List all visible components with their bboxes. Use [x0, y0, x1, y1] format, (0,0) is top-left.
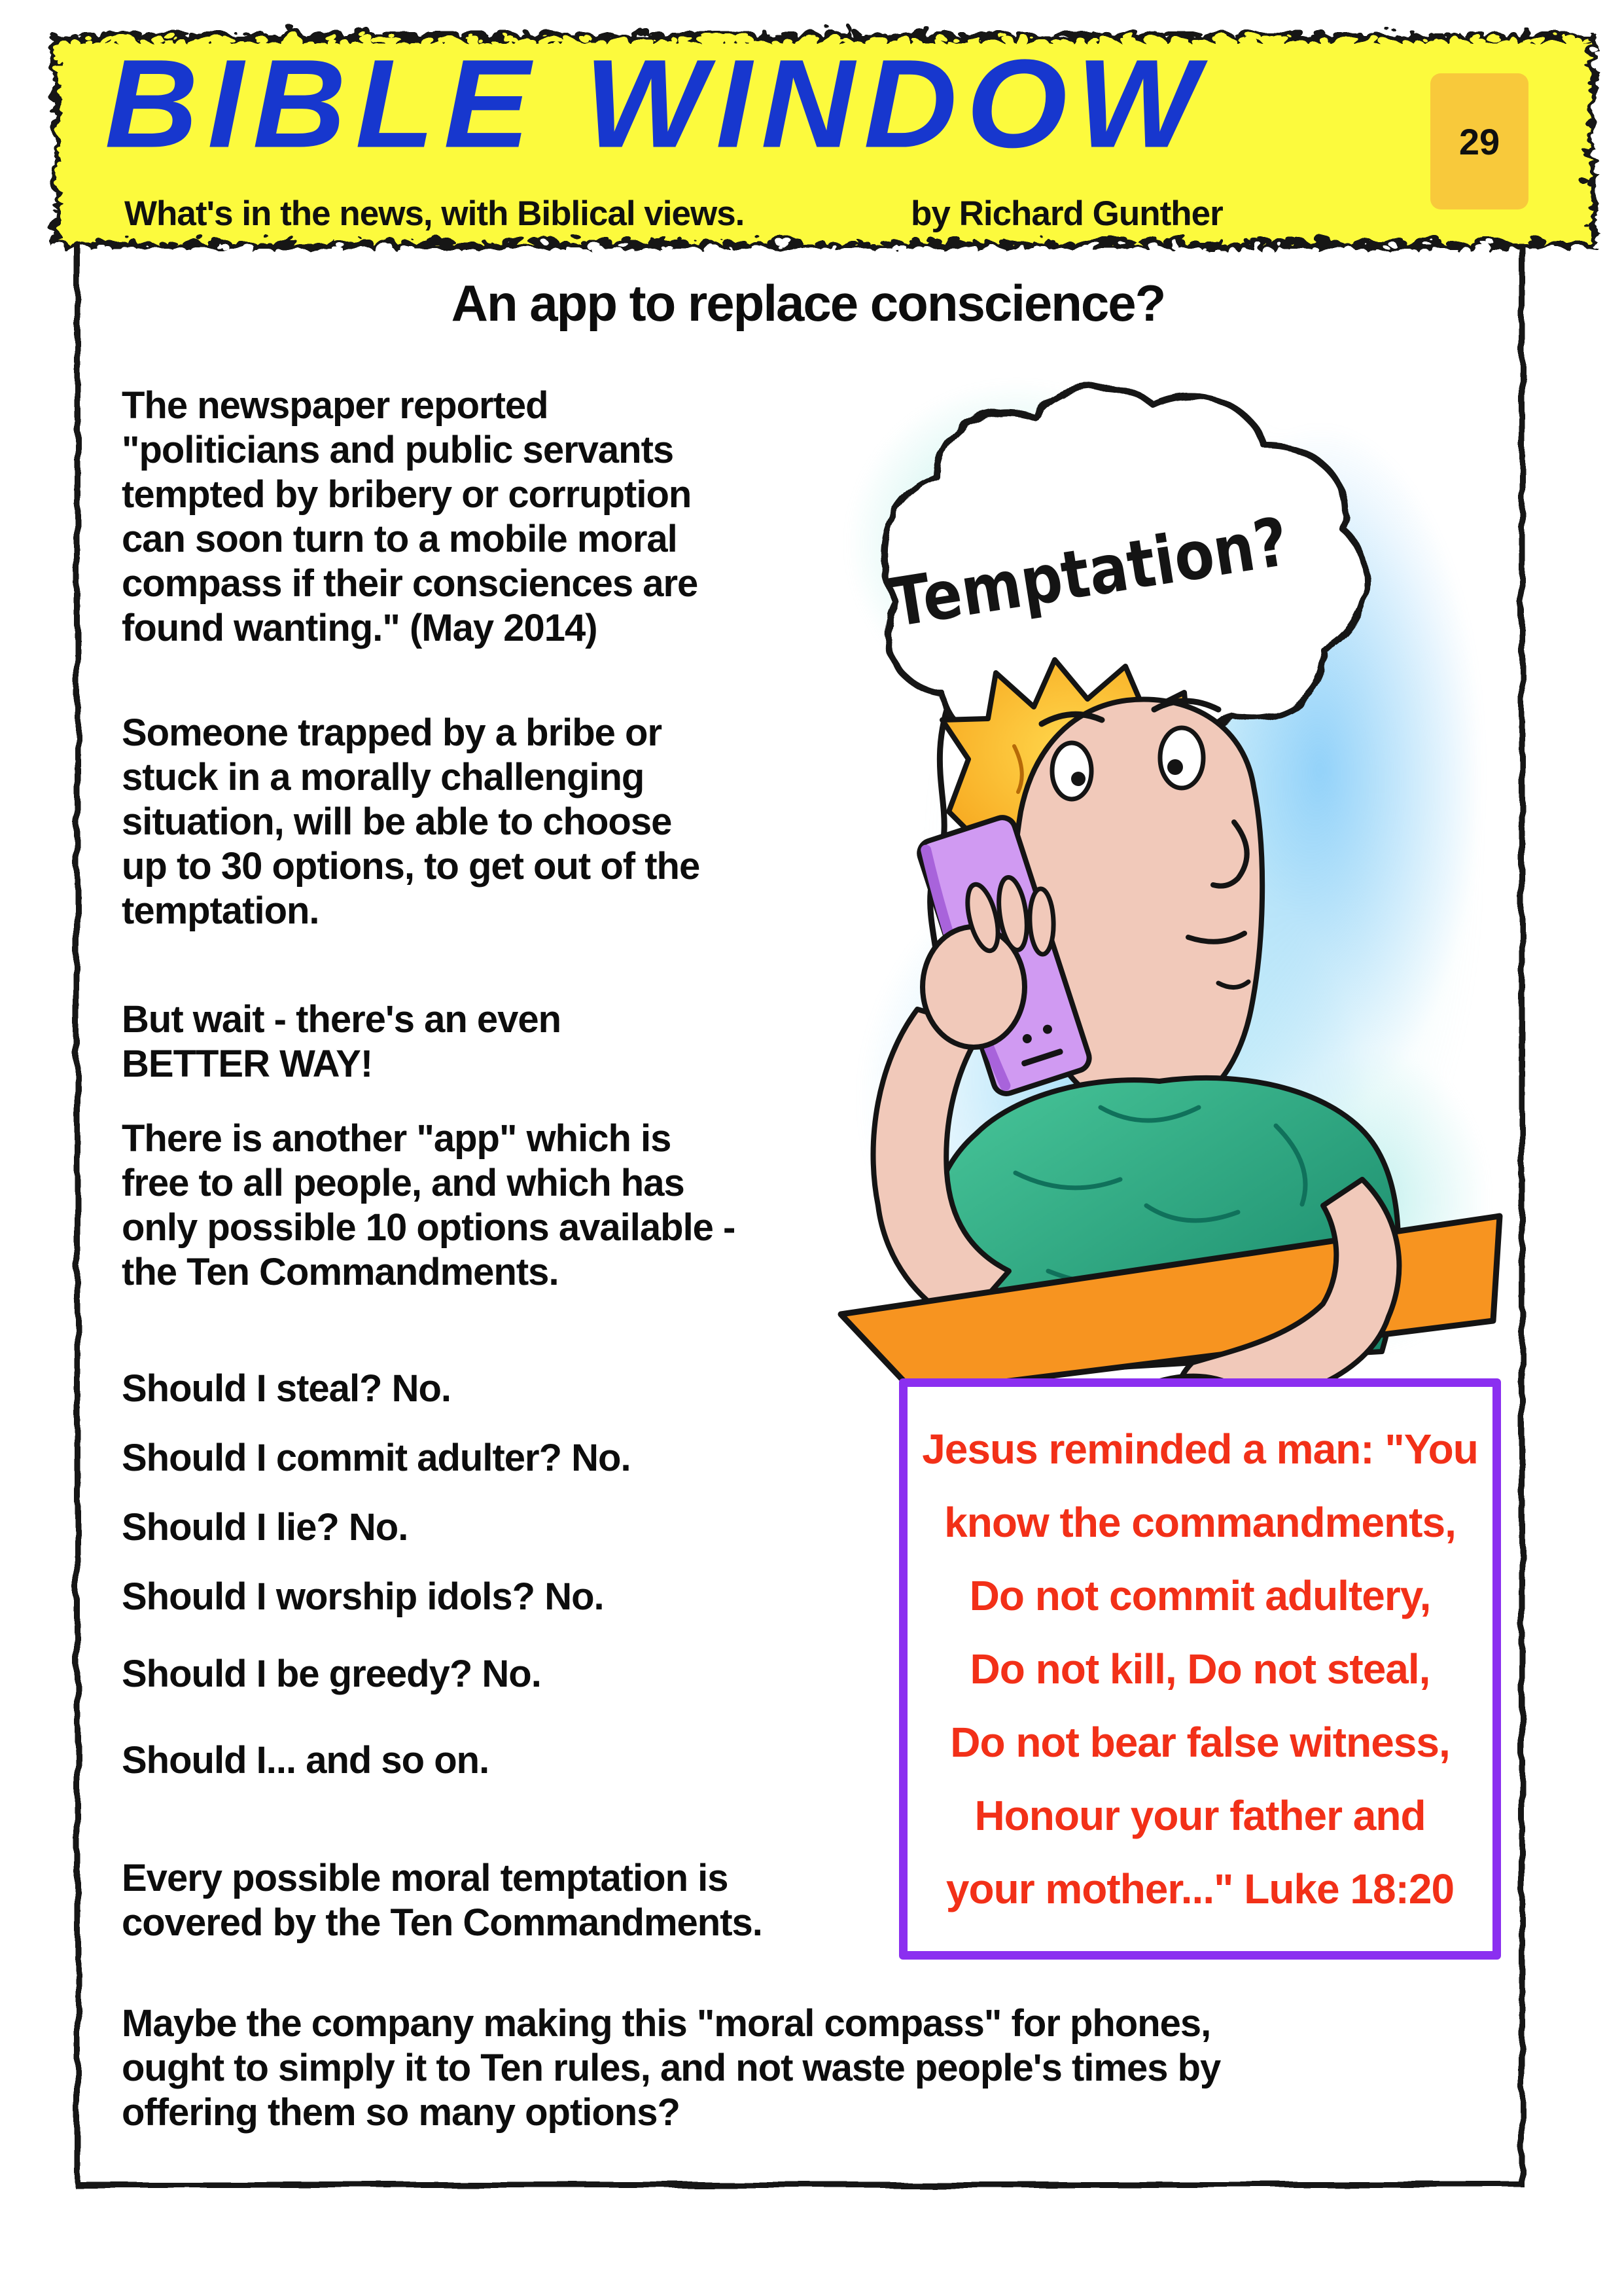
quote-line: Jesus reminded a man: "You: [922, 1426, 1478, 1473]
page-number: 29: [1458, 120, 1500, 162]
paragraph-trapped: Someone trapped by a bribe or stuck in a morally challenging situation, will be able to choose up to 30 options, to get out of the temptation.: [122, 711, 700, 932]
should-line-adulter: Should I commit adulter? No.: [122, 1437, 631, 1479]
bubble-text: Temptation?: [885, 493, 1356, 643]
banner-byline: by Richard Gunther: [911, 194, 1223, 233]
quote-line: Do not kill, Do not steal,: [970, 1645, 1430, 1693]
paragraph-closing: Maybe the company making this "moral compass" for phones, ought to simply it to Ten rules, and not waste people's times by offering them so many options?: [122, 2002, 1221, 2134]
quote-line: know the commandments,: [944, 1499, 1456, 1546]
should-line-lie: Should I lie? No.: [122, 1506, 408, 1549]
paragraph-every-temptation: Every possible moral temptation is covered by the Ten Commandments.: [122, 1857, 762, 1944]
should-line-steal: Should I steal? No.: [122, 1367, 451, 1410]
quote-box: [899, 1378, 1501, 1960]
quote-line: your mother..." Luke 18:20: [945, 1865, 1455, 1912]
article-title: An app to replace conscience?: [451, 274, 1165, 332]
banner-title: BIBLE WINDOW: [105, 33, 1208, 174]
should-line-idols: Should I worship idols? No.: [122, 1575, 604, 1618]
left-eye: [1052, 743, 1091, 799]
right-eye: [1160, 728, 1203, 788]
paragraph-another-app: There is another "app" which is free to all people, and which has only possible 10 options available - the Ten Commandments.: [122, 1117, 735, 1293]
quote-line: Do not commit adultery,: [969, 1572, 1431, 1619]
should-line-so-on: Should I... and so on.: [122, 1739, 489, 1782]
quote-line: Honour your father and: [974, 1792, 1426, 1839]
quote-line: Do not bear false witness,: [950, 1719, 1450, 1766]
paragraph-better-way: But wait - there's an even BETTER WAY!: [122, 998, 561, 1085]
paragraph-news-report: The newspaper reported "politicians and public servants tempted by bribery or corruption can soon turn to a mobile moral compass if their consciences are found wanting." (May 2014): [122, 384, 698, 649]
should-line-greedy: Should I be greedy? No.: [122, 1653, 541, 1695]
banner-subtitle: What's in the news, with Biblical views.: [124, 194, 745, 233]
page-number-box: [1430, 73, 1528, 209]
cartoon-illustration: [818, 353, 1528, 1394]
